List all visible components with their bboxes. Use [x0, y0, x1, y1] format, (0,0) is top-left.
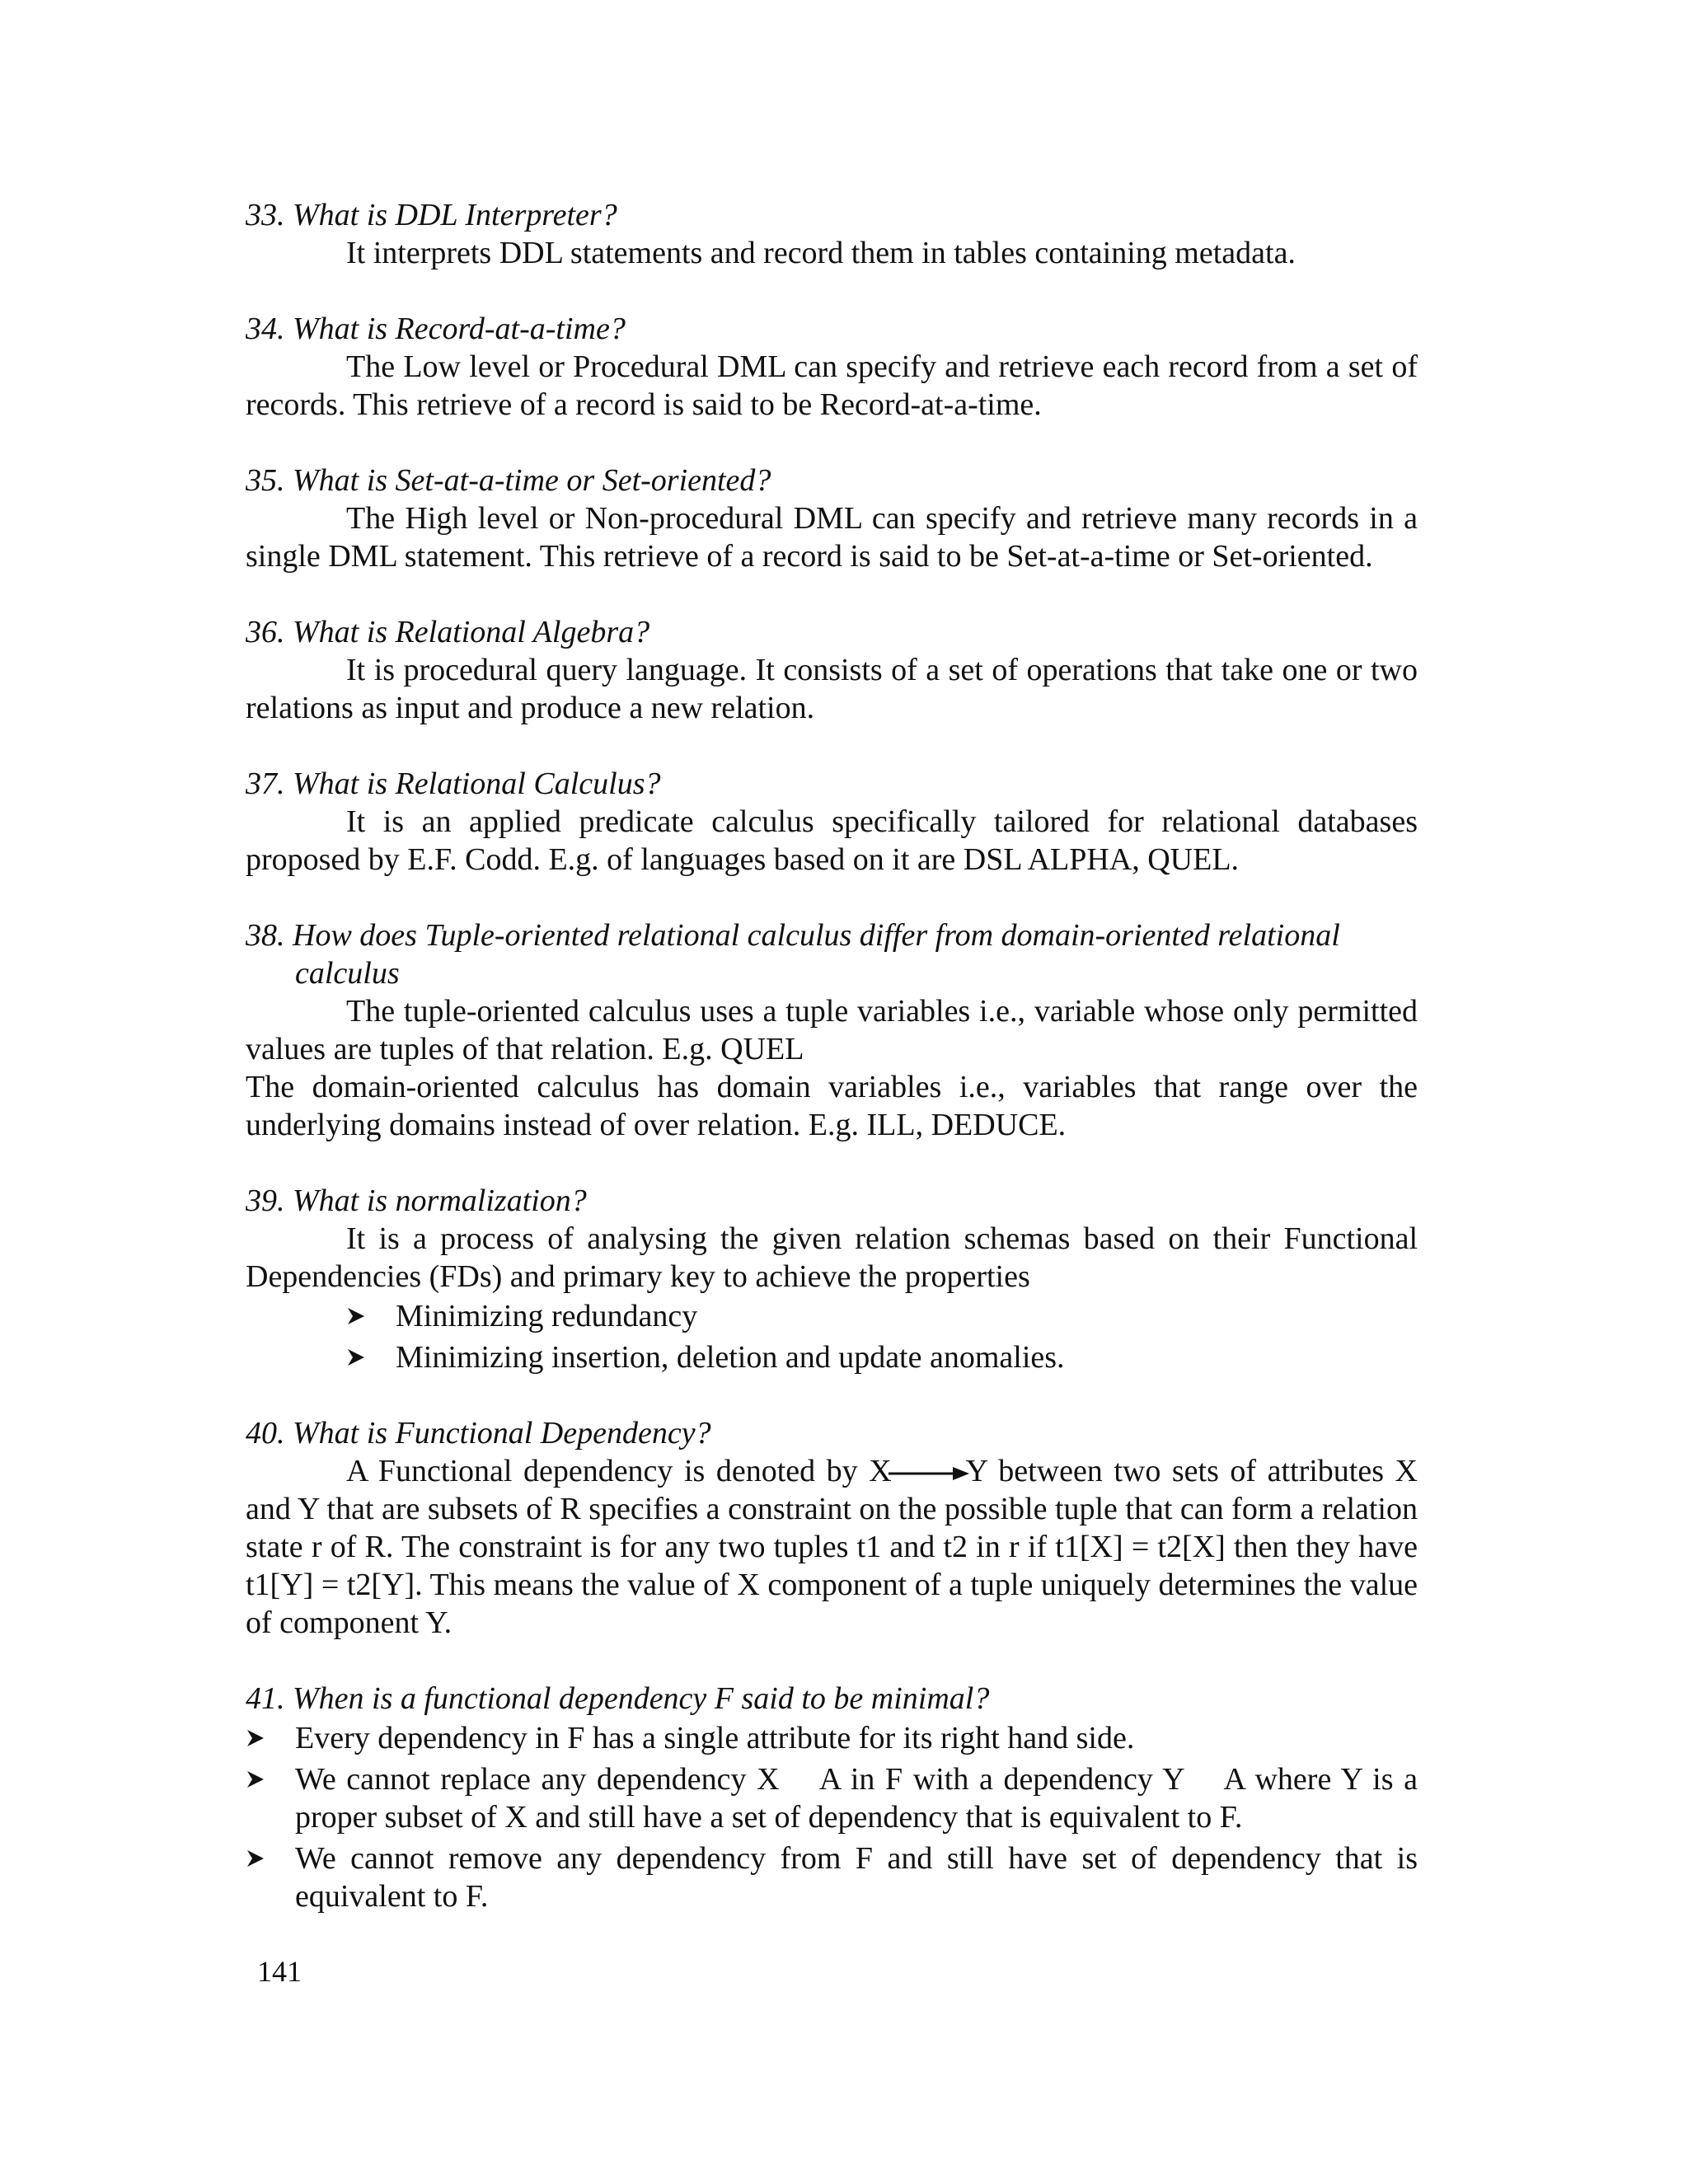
answer-text-end: Y between two sets of attributes X and Y that are subsets of R specifies a constraint on the possible tuple that can form a relation state r of R. The constraint is for any two tuples t1 and t2 in r if t1[X] = t2[X] then they have t1[Y] = t2[Y]. This means the value of X component of a tuple uniquely determines the value of component Y.: [246, 1454, 1418, 1640]
question-heading: 39. What is normalization?: [246, 1183, 587, 1218]
list-item-text: We cannot replace any dependency X A in F with a dependency Y A where Y is a proper subset of X and still have a set of dependency that is equivalent to F.: [295, 1762, 1426, 1835]
arrowhead-bullet-icon: [346, 1306, 366, 1326]
question-heading: 37. What is Relational Calculus?: [246, 766, 661, 801]
question-heading: 38. How does Tuple-oriented relational calculus differ from domain-oriented relational calculus: [246, 918, 1340, 991]
list-item-text: We cannot remove any dependency from F and still have set of dependency that is equivalent to F.: [295, 1841, 1418, 1914]
question-heading: 41. When is a functional dependency F said to be minimal?: [246, 1681, 990, 1716]
qa-item-34: [246, 310, 1418, 424]
answer-text: The High level or Non-procedural DML can specify and retrieve many records in a single DML statement. This retrieve of a record is said to be Set-at-a-time or Set-oriented.: [246, 501, 1418, 574]
answer-text: It is a process of analysing the given relation schemas based on their Functional Dependencies (FDs) and primary key to achieve the properties: [246, 1221, 1418, 1294]
qa-item-36: [246, 613, 1418, 727]
question-heading: 35. What is Set-at-a-time or Set-oriented?: [246, 463, 771, 498]
list-item: [246, 1840, 1418, 1915]
qa-item-38: [246, 916, 1418, 1144]
answer-text-continued: The domain-oriented calculus has domain variables i.e., variables that range over the underlying domains instead of over relation. E.g. ILL, DEDUCE.: [246, 1070, 1418, 1142]
arrowhead-bullet-icon: [246, 1769, 265, 1789]
answer-text: It is an applied predicate calculus specifically tailored for relational databases proposed by E.F. Codd. E.g. of languages based on it are DSL ALPHA, QUEL.: [246, 804, 1418, 877]
right-arrow-icon: [889, 1465, 971, 1482]
list-item: [346, 1338, 1418, 1376]
document-page: [246, 196, 1426, 1953]
list-item-text: Minimizing insertion, deletion and update anomalies.: [396, 1340, 1065, 1375]
page-number: 141: [257, 1955, 302, 1988]
question-heading: 33. What is DDL Interpreter?: [246, 198, 617, 232]
list-item-text: Every dependency in F has a single attribute for its right hand side.: [295, 1721, 1135, 1755]
answer-text-start: A Functional dependency is denoted by X: [346, 1454, 892, 1488]
answer-text: The Low level or Procedural DML can specify and retrieve each record from a set of records. This retrieve of a record is said to be Record-at-a-time.: [246, 349, 1418, 422]
answer-text: It interprets DDL statements and record them in tables containing metadata.: [346, 236, 1296, 270]
question-heading: 36. What is Relational Algebra?: [246, 615, 650, 649]
answer-text: It is procedural query language. It consists of a set of operations that take one or two relations as input and produce a new relation.: [246, 653, 1418, 725]
qa-item-40: [246, 1414, 1418, 1642]
arrowhead-bullet-icon: [246, 1728, 265, 1748]
question-heading: 40. What is Functional Dependency?: [246, 1416, 711, 1451]
answer-text: The tuple-oriented calculus uses a tuple variables i.e., variable whose only permitted values are tuples of that relation. E.g. QUEL: [246, 994, 1418, 1066]
list-item-text: Minimizing redundancy: [396, 1299, 698, 1333]
answer-text: [246, 1452, 1418, 1642]
question-heading: 34. What is Record-at-a-time?: [246, 312, 626, 346]
qa-item-39: [246, 1182, 1418, 1376]
bullet-list: [246, 1297, 1418, 1376]
qa-item-41: [246, 1680, 1426, 1915]
bullet-list: [246, 1719, 1426, 1915]
list-item: [246, 1760, 1426, 1836]
qa-item-33: [246, 196, 1418, 272]
qa-item-37: [246, 765, 1418, 879]
list-item: [346, 1297, 1418, 1335]
arrowhead-bullet-icon: [246, 1849, 265, 1868]
qa-item-35: [246, 462, 1418, 575]
list-item: [246, 1719, 1418, 1757]
arrowhead-bullet-icon: [346, 1347, 366, 1367]
